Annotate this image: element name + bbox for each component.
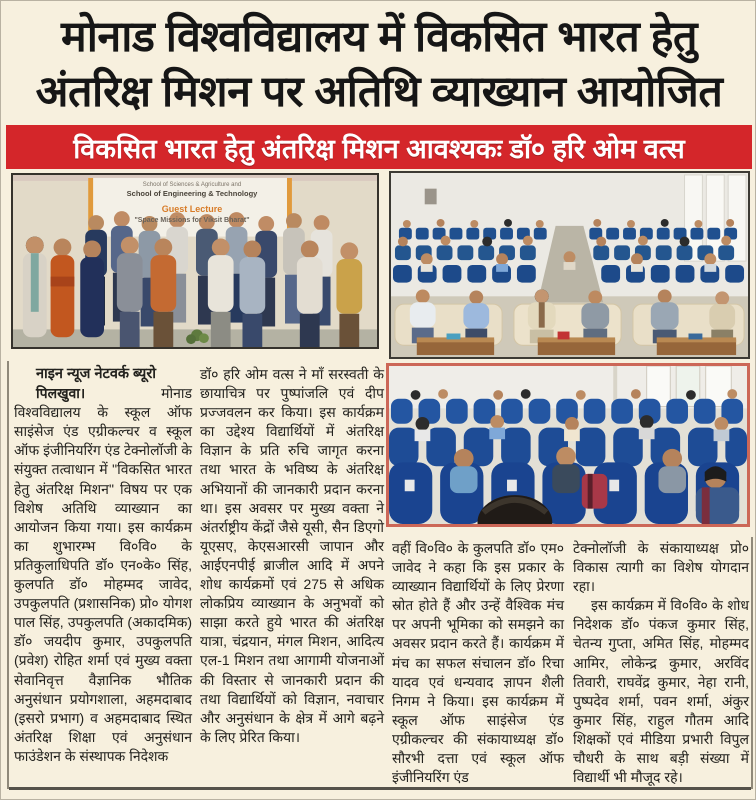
dateline: पिलखुवा।: [36, 385, 86, 402]
article-column-1: [14, 365, 192, 785]
column1-text: विश्वविद्यालय के स्कूल ऑफ साइंसेज एंड एग्रीकल्चर व स्कूल ऑफ इंजीनियरिंग एंड टेक्नोलॉजी के संयुक्त तत्वाधान में "विकसित भारत हेतु अंतरिक्ष मिशन" विषय पर एक विशेष अतिथि व्याख्यान का आयोजन किया गया। इस कार्यक्रम का शुभारम्भ वि०वि० के प्रतिकुलाधिपति डॉ० एन०के० सिंह, कुलपति डॉ० मोहम्मद जावेद, उपकुलपति (प्रशासनिक) प्रो० योगश पाल सिंह, उपकुलपति (अकादमिक) डॉ० जयदीप कुमार, उपकुलपति (प्रवेश) रोहित शर्मा एवं मुख्य वक्ता सेवानिवृत्त वैज्ञानिक भौतिक अनुसंधान प्रयोगशाला, अहमदाबाद (इसरो प्रभाग) व अहमदाबाद स्थित अंतरिक्ष शिक्षा एवं अनुसंधान फाउंडेशन के संस्थापक निदेशक: [14, 404, 192, 764]
left-column-rule: [7, 361, 9, 789]
banner-topic: "Space Missions for Viksit Bharat": [134, 217, 250, 224]
banner-school-line2: School of Engineering & Technology: [126, 189, 258, 198]
banner-school-line1: School of Sciences & Agriculture and: [142, 182, 242, 188]
right-column-rule: [751, 537, 753, 789]
article-column-2: [200, 365, 384, 785]
column4-paragraph2: इस कार्यक्रम में वि०वि० के शोध निदेशक डॉ० पंकज कुमार सिंह, चेतन्य गुप्ता, अमित सिंह, मोहम्मद आमिर, लोकेन्द्र कुमार, अरविंद तिवारी, राघवेंद्र कुमार, नेहा रानी, पुष्पदेव शर्मा, पवन शर्मा, अंकुर कुमार सिंह, राहुल गौतम आदि शिक्षकों एवं मीडिया प्रभारी विपुल चौधरी के साथ बड़ी संख्या में विद्यार्थी भी मौजूद रहे।: [573, 597, 749, 786]
column3-text: वहीं वि०वि० के कुलपति डॉ० एम० जावेद ने कहा कि इस प्रकार के व्याख्यान विद्यार्थियों के लिए प्रेरणा स्रोत होते हैं और उन्हें वैश्विक मंच पर अपनी भूमिका को समझने का अवसर प्रदान करते हैं। कार्यक्रम में मंच का सफल संचालन डॉ० रिचा यादव एवं धन्यवाद ज्ञापन शैली निगम ने किया। इस कार्यक्रम में स्कूल ऑफ साइंसेज एंड एग्रीकल्चर की संकायाध्यक्ष डॉ० सौरभी दत्ता एवं स्कूल ऑफ इंजीनियरिंग एंड: [392, 540, 564, 786]
byline: नाइन न्यूज नेटवर्क ब्यूरो: [36, 366, 157, 382]
article-column-3: [392, 539, 564, 787]
students-photo-image: [389, 366, 747, 524]
subheadline-banner: विकसित भारत हेतु अंतरिक्ष मिशन आवश्यकः डॉ० हरि ओम वत्स: [6, 125, 752, 169]
headline-line2: अंतरिक्ष मिशन पर अतिथि व्याख्यान आयोजित: [35, 68, 723, 116]
dateline-continue: मोनाड: [161, 385, 192, 402]
column2-text: डॉ० हरि ओम वत्स ने माँ सरस्वती के छायाचित्र पर पुष्पांजलि एवं दीप प्रज्जवलन कर किया। इस कार्यक्रम का उद्देश्य विद्यार्थियों में अंतरिक्ष विज्ञान के प्रति रुचि जागृत करना तथा भारत के भविष्य के अंतरिक्ष अभियानों की जानकारी प्रदान करना था। इस अवसर पर मुख्य वक्ता ने अंतर्राष्ट्रीय केंद्रों जैसे यूसी, सैन डिएगो यूएसए, केएसआरसी जापान और आईएनपीई ब्राजील आदि में अपने शोध कार्यक्रमों एवं 275 से अधिक लोकप्रिय व्याख्यान के अनुभवों को साझा करते हुये भारत की अंतरिक्ष यात्रा, चंद्रयान, मंगल मिशन, आदित्य एल-1 मिशन तथा आगामी योजनाओं की विस्तार से जानकारी प्रदान की तथा विद्यार्थियों को विज्ञान, नवाचार और अनुसंधान के क्षेत्र में आगे बढ़ने के लिए प्रेरित किया।: [200, 366, 384, 745]
dateline-row: [14, 384, 192, 403]
bottom-rule: [9, 787, 751, 790]
students-photo: [386, 363, 750, 527]
group-photo-image: [13, 175, 377, 347]
auditorium-photo: [389, 171, 750, 359]
headline-line1: मोनाड विश्वविद्यालय में विकसित भारत हेतु: [61, 13, 697, 61]
headline: [9, 7, 749, 123]
group-photo: [11, 173, 379, 349]
banner-guest-lecture: Guest Lecture: [161, 204, 223, 214]
auditorium-photo-image: [391, 173, 748, 357]
article-column-4: [573, 539, 749, 787]
column4-paragraph1: टेक्नोलॉजी के संकायाध्यक्ष प्रो० विकास त्यागी का विशेष योगदान रहा।: [573, 540, 749, 595]
